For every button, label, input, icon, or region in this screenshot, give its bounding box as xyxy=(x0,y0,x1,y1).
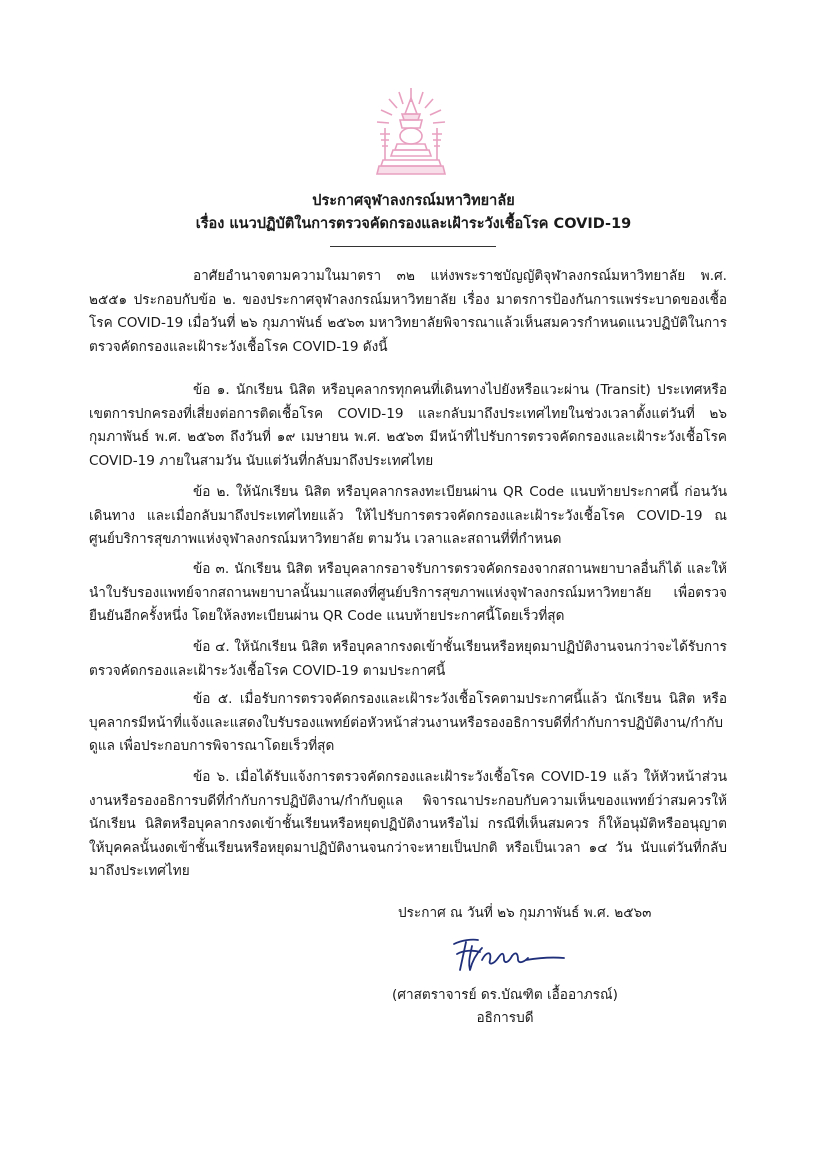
paragraph-clause-5: ข้อ ๕. เมื่อรับการตรวจคัดกรองและเฝ้าระวังเชื้อโรคตามประกาศนี้แล้ว นักเรียน นิสิต หรือบุคลากรมีหน้าที่แจ้งและแสดงใบรับรองแพทย์ต่อหัวหน้าส่วนงานหรือรองอธิการบดีที่กำกับการปฏิบัติงาน/กำกับดูแล เพื่อประกอบการพิจารณาโดยเร็วที่สุด xyxy=(89,691,727,755)
signature-mark xyxy=(448,930,568,976)
signatory-name: (ศาสตราจารย์ ดร.บัณฑิต เอื้ออาภรณ์) xyxy=(392,987,618,1003)
paragraph-preamble: อาศัยอำนาจตามความในมาตรา ๓๒ แห่งพระราชบัญญัติจุฬาลงกรณ์มหาวิทยาลัย พ.ศ. ๒๕๕๑ ประกอบกับข้อ ๒. ของประกาศจุฬาลงกรณ์มหาวิทยาลัย เรื่อง มาตรการป้องกันการแพร่ระบาดของเชื้อโรค COVID-19 เมื่อวันที่ ๒๖ กุมภาพันธ์ ๒๕๖๓ มหาวิทยาลัยพิจารณาแล้วเห็นสมควรกำหนดแนวปฏิบัติในการตรวจคัดกรองและเฝ้าระวังเชื้อโรค COVID-19 ดังนี้ xyxy=(89,268,727,355)
paragraph-clause-4: ข้อ ๔. ให้นักเรียน นิสิต หรือบุคลากรงดเข้าชั้นเรียนหรือหยุดมาปฏิบัติงานจนกว่าจะได้รับการตรวจคัดกรองและเฝ้าระวังเชื้อโรค COVID-19 ตามประกาศนี้ xyxy=(89,639,727,679)
paragraph-clause-6: ข้อ ๖. เมื่อได้รับแจ้งการตรวจคัดกรองและเฝ้าระวังเชื้อโรค COVID-19 แล้ว ให้หัวหน้าส่วนงานหรือรองอธิการบดีที่กำกับการปฏิบัติงาน/กำกับดูแล พิจารณาประกอบกับความเห็นของแพทย์ว่าสมควรให้นักเรียน นิสิตหรือบุคลากรงดเข้าชั้นเรียนหรือหยุดปฏิบัติงานหรือไม่ กรณีที่เห็นสมควร ก็ให้อนุมัติหรืออนุญาตให้บุคคลนั้นงดเข้าชั้นเรียนหรือหยุดมาปฏิบัติงานจนกว่าจะหายเป็นปกติ หรือเป็นเวลา ๑๔ วัน นับแต่วันที่กลับมาถึงประเทศไทย xyxy=(89,769,727,880)
title-divider xyxy=(330,246,496,247)
announcement-date: ประกาศ ณ วันที่ ๒๖ กุมภาพันธ์ พ.ศ. ๒๕๖๓ xyxy=(398,905,652,921)
paragraph-clause-2: ข้อ ๒. ให้นักเรียน นิสิต หรือบุคลากรลงทะเบียนผ่าน QR Code แนบท้ายประกาศนี้ ก่อนวันเดินทาง และเมื่อกลับมาถึงประเทศไทยแล้ว ให้ไปรับการตรวจคัดกรองและเฝ้าระวังเชื้อโรค COVID-19 ณ ศูนย์บริการสุขภาพแห่งจุฬาลงกรณ์มหาวิทยาลัย ตามวัน เวลาและสถานที่ที่กำหนด xyxy=(89,484,727,548)
announcement-title: ประกาศจุฬาลงกรณ์มหาวิทยาลัย xyxy=(312,193,515,209)
paragraph-clause-1: ข้อ ๑. นักเรียน นิสิต หรือบุคลากรทุกคนที่เดินทางไปยังหรือแวะผ่าน (Transit) ประเทศหรือเขตการปกครองที่เสี่ยงต่อการติดเชื้อโรค COVID-19 และกลับมาถึงประเทศไทยในช่วงเวลาตั้งแต่วันที่ ๒๖ กุมภาพันธ์ พ.ศ. ๒๕๖๓ ถึงวันที่ ๑๙ เมษายน พ.ศ. ๒๕๖๓ มีหน้าที่ไปรับการตรวจคัดกรองและเฝ้าระวังเชื้อโรค COVID-19 ภายในสามวัน นับแต่วันที่กลับมาถึงประเทศไทย xyxy=(89,382,727,469)
paragraph-clause-3: ข้อ ๓. นักเรียน นิสิต หรือบุคลากรอาจรับการตรวจคัดกรองจากสถานพยาบาลอื่นก็ได้ และให้นำใบรับรองแพทย์จากสถานพยาบาลนั้นมาแสดงที่ศูนย์บริการสุขภาพแห่งจุฬาลงกรณ์มหาวิทยาลัย เพื่อตรวจยืนยันอีกครั้งหนึ่ง โดยให้ลงทะเบียนผ่าน QR Code แนบท้ายประกาศนี้โดยเร็วที่สุด xyxy=(89,561,727,625)
announcement-subject: เรื่อง แนวปฏิบัติในการตรวจคัดกรองและเฝ้าระวังเชื้อโรค COVID-19 xyxy=(195,216,632,232)
chula-emblem-icon xyxy=(369,84,453,180)
signatory-position: อธิการบดี xyxy=(476,1010,534,1026)
